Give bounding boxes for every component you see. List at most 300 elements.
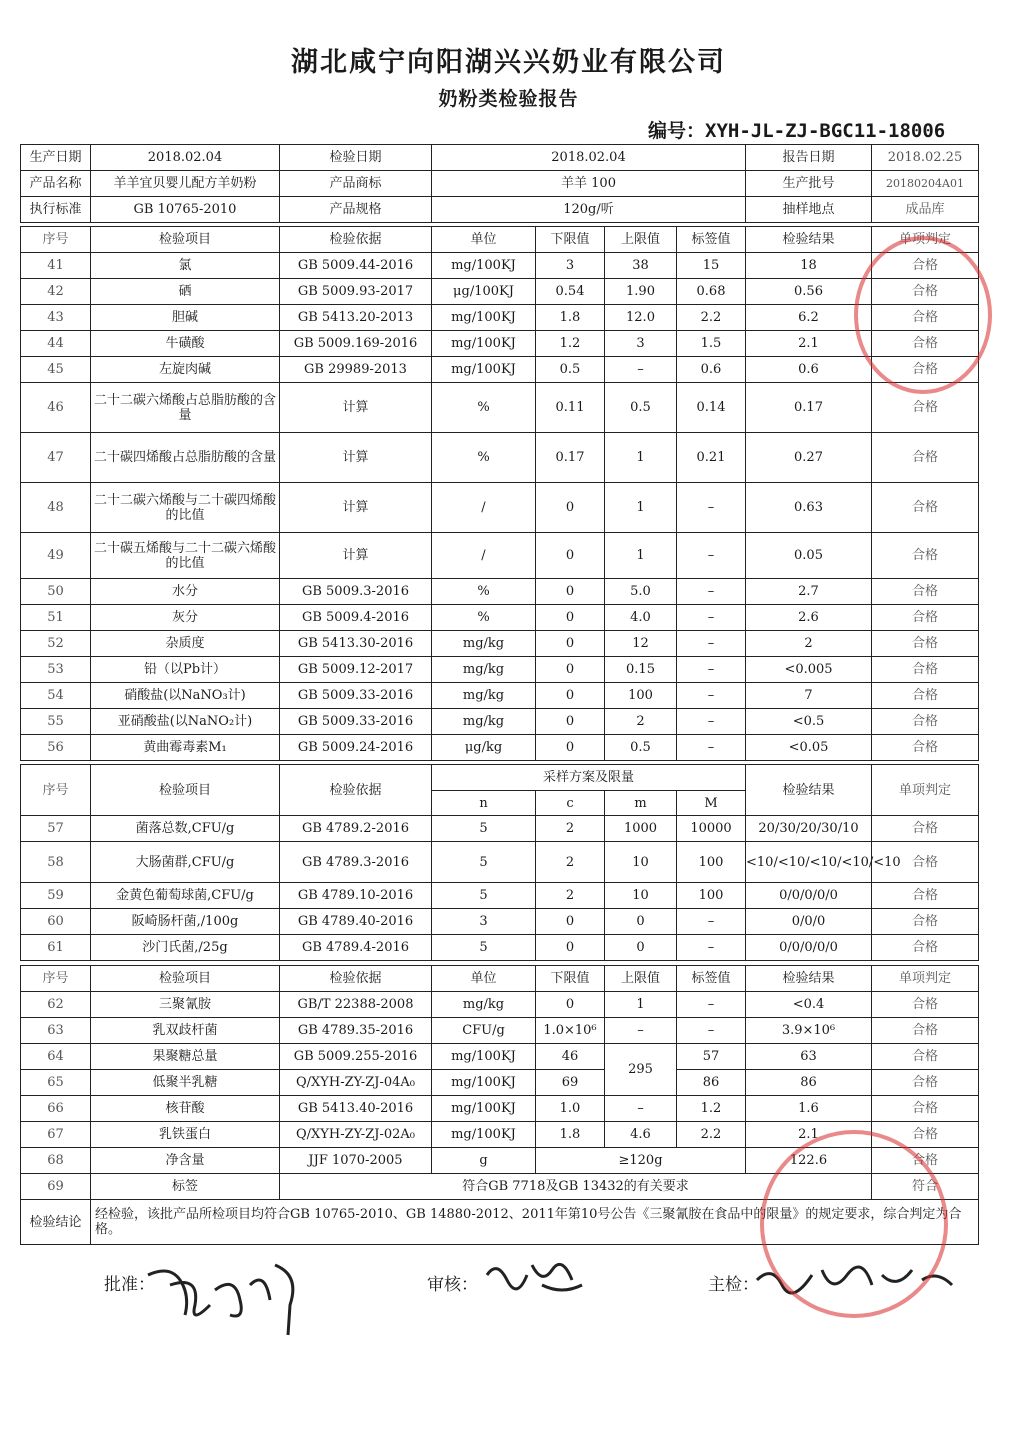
table-cell: 100 xyxy=(677,842,746,883)
table-cell: 牛磺酸 xyxy=(91,331,280,357)
table-cell: CFU/g xyxy=(432,1018,536,1044)
info-label: 执行标准 xyxy=(21,197,91,223)
table-row xyxy=(21,331,979,357)
product-info-table xyxy=(20,144,979,223)
table-cell: 合格 xyxy=(872,305,979,331)
table-row xyxy=(21,883,979,909)
table-cell: 合格 xyxy=(872,883,979,909)
table-cell: 0.14 xyxy=(677,383,746,433)
table-cell: mg/kg xyxy=(432,709,536,735)
table-cell: – xyxy=(677,909,746,935)
table-cell: – xyxy=(677,533,746,579)
header-cell: 标签值 xyxy=(677,227,746,253)
table-cell: 68 xyxy=(21,1148,91,1174)
table-cell: 0 xyxy=(536,992,605,1018)
table-cell: 2.7 xyxy=(746,579,872,605)
header-cell: 上限值 xyxy=(605,966,677,992)
table-cell: 2 xyxy=(536,842,605,883)
table-cell: 合格 xyxy=(872,1018,979,1044)
table-cell: 56 xyxy=(21,735,91,761)
table-cell: 1.90 xyxy=(605,279,677,305)
header-cell: 检验结果 xyxy=(746,227,872,253)
info-value: 羊羊宜贝婴儿配方羊奶粉 xyxy=(91,171,280,197)
table-cell: 低聚半乳糖 xyxy=(91,1070,280,1096)
table-cell: 合格 xyxy=(872,842,979,883)
table-cell: 1000 xyxy=(605,816,677,842)
table-cell: 45 xyxy=(21,357,91,383)
sub-header-cell: M xyxy=(677,791,746,816)
table-cell: GB 4789.3-2016 xyxy=(280,842,432,883)
table-cell: 二十碳四烯酸占总脂肪酸的含量 xyxy=(91,433,280,483)
info-label: 产品规格 xyxy=(280,197,432,223)
header-cell: 检验结果 xyxy=(746,765,872,816)
table-cell: 0 xyxy=(536,935,605,961)
info-label: 生产批号 xyxy=(746,171,872,197)
table-cell: 67 xyxy=(21,1122,91,1148)
header-cell: 标签值 xyxy=(677,966,746,992)
header-cell: 单位 xyxy=(432,966,536,992)
table-row xyxy=(21,533,979,579)
table-cell: 0.5 xyxy=(605,383,677,433)
table-cell: 0 xyxy=(536,683,605,709)
table-cell: 69 xyxy=(536,1070,605,1096)
table-cell: 0.68 xyxy=(677,279,746,305)
table-cell: / xyxy=(432,533,536,579)
table-cell: 0 xyxy=(605,909,677,935)
table-cell: GB 5413.20-2013 xyxy=(280,305,432,331)
info-label: 生产日期 xyxy=(21,145,91,171)
table-cell: 二十碳五烯酸与二十二碳六烯酸的比值 xyxy=(91,533,280,579)
table-cell: 0 xyxy=(536,605,605,631)
table-cell: 合格 xyxy=(872,1096,979,1122)
table-cell: mg/kg xyxy=(432,992,536,1018)
table-cell: – xyxy=(677,483,746,533)
table-cell: 计算 xyxy=(280,383,432,433)
table-cell: 64 xyxy=(21,1044,91,1070)
table-cell: 二十二碳六烯酸与二十碳四烯酸的比值 xyxy=(91,483,280,533)
table-cell: GB 5009.12-2017 xyxy=(280,657,432,683)
info-value: 成品库 xyxy=(872,197,979,223)
header-cell: 序号 xyxy=(21,227,91,253)
table-cell: μg/100KJ xyxy=(432,279,536,305)
table-cell: – xyxy=(677,935,746,961)
table-cell: 2 xyxy=(605,709,677,735)
table-cell: 0.05 xyxy=(746,533,872,579)
header-cell: 下限值 xyxy=(536,227,605,253)
reviewer-signature xyxy=(482,1255,592,1300)
info-label: 报告日期 xyxy=(746,145,872,171)
table-cell: GB 4789.10-2016 xyxy=(280,883,432,909)
sub-header-cell: n xyxy=(432,791,536,816)
table-cell: 亚硝酸盐(以NaNO₂计) xyxy=(91,709,280,735)
table-cell: 49 xyxy=(21,533,91,579)
table-cell: – xyxy=(677,735,746,761)
table-row xyxy=(21,253,979,279)
table-cell: 0.21 xyxy=(677,433,746,483)
table-cell: <0.005 xyxy=(746,657,872,683)
table-row xyxy=(21,842,979,883)
header-cell: 检验依据 xyxy=(280,966,432,992)
table-cell: % xyxy=(432,383,536,433)
info-row xyxy=(21,197,979,223)
table-header-row xyxy=(21,966,979,992)
table-row xyxy=(21,657,979,683)
header-cell: 序号 xyxy=(21,966,91,992)
table-cell: 0.63 xyxy=(746,483,872,533)
inspection-seal-stamp xyxy=(760,1130,948,1318)
table-cell: 41 xyxy=(21,253,91,279)
table-cell: 0.5 xyxy=(605,735,677,761)
table-cell: 左旋肉碱 xyxy=(91,357,280,383)
table-cell: 合格 xyxy=(872,433,979,483)
info-value: 20180204A01 xyxy=(872,171,979,197)
table-cell: 51 xyxy=(21,605,91,631)
table-header-row xyxy=(21,227,979,253)
table-cell: 122.6 xyxy=(746,1148,872,1174)
table-cell: mg/100KJ xyxy=(432,357,536,383)
table-cell: 2.1 xyxy=(746,1122,872,1148)
table-cell: 0 xyxy=(536,735,605,761)
table-cell: 合格 xyxy=(872,605,979,631)
table-cell: 合格 xyxy=(872,383,979,433)
table-cell: 计算 xyxy=(280,483,432,533)
table-cell: 三聚氰胺 xyxy=(91,992,280,1018)
info-label: 检验日期 xyxy=(280,145,432,171)
table-cell: % xyxy=(432,579,536,605)
table-cell: 46 xyxy=(536,1044,605,1070)
table-cell: 黄曲霉毒素M₁ xyxy=(91,735,280,761)
table-cell: 66 xyxy=(21,1096,91,1122)
conclusion-label: 检验结论 xyxy=(21,1200,91,1245)
table-cell: 62 xyxy=(21,992,91,1018)
table-cell: – xyxy=(605,357,677,383)
table-cell: 2.6 xyxy=(746,605,872,631)
table-cell: 合格 xyxy=(872,483,979,533)
table-row xyxy=(21,1018,979,1044)
table-cell: GB 5009.169-2016 xyxy=(280,331,432,357)
microbiology-tests-table xyxy=(20,764,979,961)
table-cell: mg/kg xyxy=(432,657,536,683)
table-cell: <0.05 xyxy=(746,735,872,761)
table-cell: 0 xyxy=(605,935,677,961)
review-label: 审核： xyxy=(427,1275,478,1295)
table-cell: 6.2 xyxy=(746,305,872,331)
table-cell: 合格 xyxy=(872,533,979,579)
table-cell: 60 xyxy=(21,909,91,935)
table-cell: 1.0×10⁶ xyxy=(536,1018,605,1044)
table-row xyxy=(21,992,979,1018)
table-cell: 61 xyxy=(21,935,91,961)
table-cell: 1.0 xyxy=(536,1096,605,1122)
table-cell: 2.1 xyxy=(746,331,872,357)
table-cell: – xyxy=(677,709,746,735)
table-cell: 合格 xyxy=(872,683,979,709)
table-cell: GB 4789.2-2016 xyxy=(280,816,432,842)
table-cell: – xyxy=(677,992,746,1018)
inspect-label: 主检： xyxy=(708,1275,759,1295)
info-value: 2018.02.25 xyxy=(872,145,979,171)
table-cell: 4.6 xyxy=(605,1122,677,1148)
table-cell: 2 xyxy=(536,883,605,909)
table-cell: 沙门氏菌,/25g xyxy=(91,935,280,961)
table-cell: 阪崎肠杆菌,/100g xyxy=(91,909,280,935)
table-cell: 0.5 xyxy=(536,357,605,383)
table-cell: 2.2 xyxy=(677,1122,746,1148)
chemical-tests-table xyxy=(20,226,979,761)
table-cell: 48 xyxy=(21,483,91,533)
table-row xyxy=(21,909,979,935)
table-cell: 54 xyxy=(21,683,91,709)
table-cell: 57 xyxy=(677,1044,746,1070)
table-cell: 水分 xyxy=(91,579,280,605)
table-cell: 合格 xyxy=(872,253,979,279)
info-label: 产品商标 xyxy=(280,171,432,197)
table-cell: 菌落总数,CFU/g xyxy=(91,816,280,842)
table-cell: mg/kg xyxy=(432,683,536,709)
table-cell: 0 xyxy=(536,579,605,605)
table-cell: – xyxy=(605,1018,677,1044)
table-cell: GB 29989-2013 xyxy=(280,357,432,383)
header-cell: 单项判定 xyxy=(872,765,979,816)
table-cell: – xyxy=(677,605,746,631)
table-cell: mg/kg xyxy=(432,631,536,657)
table-cell: mg/100KJ xyxy=(432,1096,536,1122)
table-cell: 1 xyxy=(605,483,677,533)
table-cell: GB/T 22388-2008 xyxy=(280,992,432,1018)
table-cell: mg/100KJ xyxy=(432,1122,536,1148)
table-cell: <0.4 xyxy=(746,992,872,1018)
table-cell: 50 xyxy=(21,579,91,605)
table-cell: GB 5009.33-2016 xyxy=(280,709,432,735)
table-row xyxy=(21,631,979,657)
table-cell: 净含量 xyxy=(91,1148,280,1174)
table-cell: mg/100KJ xyxy=(432,1044,536,1070)
table-cell: 杂质度 xyxy=(91,631,280,657)
table-row xyxy=(21,1044,979,1070)
table-cell: 86 xyxy=(746,1070,872,1096)
table-cell: 合格 xyxy=(872,816,979,842)
table-cell: 20/30/20/30/10 xyxy=(746,816,872,842)
table-cell: 硝酸盐(以NaNO₃计) xyxy=(91,683,280,709)
table-cell: GB 5009.4-2016 xyxy=(280,605,432,631)
table-cell: 5 xyxy=(432,842,536,883)
table-cell: 合格 xyxy=(872,709,979,735)
table-cell: 0 xyxy=(536,657,605,683)
table-cell: 乳铁蛋白 xyxy=(91,1122,280,1148)
table-cell: 计算 xyxy=(280,533,432,579)
table-cell: 58 xyxy=(21,842,91,883)
table-cell: 38 xyxy=(605,253,677,279)
table-cell: 乳双歧杆菌 xyxy=(91,1018,280,1044)
table-cell: 47 xyxy=(21,433,91,483)
table-cell: 44 xyxy=(21,331,91,357)
table-cell: 0.17 xyxy=(536,433,605,483)
table-cell: 100 xyxy=(677,883,746,909)
table-cell: 0.17 xyxy=(746,383,872,433)
table-cell: GB 5413.30-2016 xyxy=(280,631,432,657)
table-cell: – xyxy=(677,683,746,709)
table-cell: g xyxy=(432,1148,536,1174)
table-cell: ≥120g xyxy=(536,1148,746,1174)
table-cell: 合格 xyxy=(872,909,979,935)
table-cell: 1 xyxy=(605,433,677,483)
table-cell: 53 xyxy=(21,657,91,683)
table-cell: GB 4789.4-2016 xyxy=(280,935,432,961)
table-cell: GB 5009.24-2016 xyxy=(280,735,432,761)
table-cell: GB 5413.40-2016 xyxy=(280,1096,432,1122)
table-cell: 符合GB 7718及GB 13432的有关要求 xyxy=(280,1174,872,1200)
table-cell: GB 5009.3-2016 xyxy=(280,579,432,605)
table-cell: Q/XYH-ZY-ZJ-02A₀ xyxy=(280,1122,432,1148)
table-cell: GB 5009.93-2017 xyxy=(280,279,432,305)
table-cell: 合格 xyxy=(872,992,979,1018)
table-cell: 合格 xyxy=(872,279,979,305)
table-cell: 0/0/0 xyxy=(746,909,872,935)
table-cell: – xyxy=(677,579,746,605)
header-cell: 检验项目 xyxy=(91,227,280,253)
table-cell: 10 xyxy=(605,883,677,909)
document-number: 编号：XYH-JL-ZJ-BGC11-18006 xyxy=(648,120,946,142)
table-cell: 10 xyxy=(605,842,677,883)
company-seal-stamp xyxy=(854,236,992,394)
table-cell: 1 xyxy=(605,992,677,1018)
table-cell: 1.6 xyxy=(746,1096,872,1122)
info-value: 2018.02.04 xyxy=(91,145,280,171)
table-cell: 0.11 xyxy=(536,383,605,433)
table-cell: 0/0/0/0/0 xyxy=(746,935,872,961)
header-cell: 采样方案及限量 xyxy=(432,765,746,791)
table-cell: 合格 xyxy=(872,657,979,683)
report-title: 奶粉类检验报告 xyxy=(438,88,579,110)
table-cell: GB 5009.33-2016 xyxy=(280,683,432,709)
table-row xyxy=(21,1096,979,1122)
table-cell: – xyxy=(677,657,746,683)
table-cell: <0.5 xyxy=(746,709,872,735)
table-cell: 0.15 xyxy=(605,657,677,683)
info-value: GB 10765-2010 xyxy=(91,197,280,223)
table-cell: 100 xyxy=(605,683,677,709)
table-cell: 12 xyxy=(605,631,677,657)
sub-header-cell: m xyxy=(605,791,677,816)
table-cell: 2 xyxy=(536,816,605,842)
header-cell: 检验依据 xyxy=(280,765,432,816)
table-cell: 合格 xyxy=(872,1070,979,1096)
company-title: 湖北咸宁向阳湖兴兴奶业有限公司 xyxy=(291,47,726,78)
table-cell: 核苷酸 xyxy=(91,1096,280,1122)
table-cell: 7 xyxy=(746,683,872,709)
info-value: 120g/听 xyxy=(432,197,746,223)
table-cell: 5 xyxy=(432,935,536,961)
table-cell: 灰分 xyxy=(91,605,280,631)
table-cell: mg/100KJ xyxy=(432,1070,536,1096)
table-cell: 0/0/0/0/0 xyxy=(746,883,872,909)
table-cell: 4.0 xyxy=(605,605,677,631)
table-cell: 二十二碳六烯酸占总脂肪酸的含量 xyxy=(91,383,280,433)
table-cell: 18 xyxy=(746,253,872,279)
table-cell: 合格 xyxy=(872,631,979,657)
table-cell: 1.8 xyxy=(536,305,605,331)
table-cell: 10000 xyxy=(677,816,746,842)
table-cell: 1.8 xyxy=(536,1122,605,1148)
table-cell: – xyxy=(605,1096,677,1122)
table-cell: 1 xyxy=(605,533,677,579)
table-row xyxy=(21,433,979,483)
table-cell: 合格 xyxy=(872,357,979,383)
table-cell: GB 4789.40-2016 xyxy=(280,909,432,935)
table-row xyxy=(21,683,979,709)
table-cell: 标签 xyxy=(91,1174,280,1200)
table-cell: 63 xyxy=(746,1044,872,1070)
header-cell: 单项判定 xyxy=(872,966,979,992)
table-cell: 55 xyxy=(21,709,91,735)
table-cell: 63 xyxy=(21,1018,91,1044)
table-cell: 2 xyxy=(746,631,872,657)
table-cell: mg/100KJ xyxy=(432,331,536,357)
header-cell: 单位 xyxy=(432,227,536,253)
table-cell: 2.2 xyxy=(677,305,746,331)
table-cell: 0.6 xyxy=(677,357,746,383)
table-cell: 合格 xyxy=(872,579,979,605)
table-cell: 295 xyxy=(605,1044,677,1096)
table-cell: 大肠菌群,CFU/g xyxy=(91,842,280,883)
header-cell: 检验结果 xyxy=(746,966,872,992)
table-cell: 胆碱 xyxy=(91,305,280,331)
table-cell: 金黄色葡萄球菌,CFU/g xyxy=(91,883,280,909)
table-cell: 0 xyxy=(536,533,605,579)
table-cell: 42 xyxy=(21,279,91,305)
table-cell: 15 xyxy=(677,253,746,279)
table-cell: 46 xyxy=(21,383,91,433)
header-cell: 检验项目 xyxy=(91,966,280,992)
table-cell: % xyxy=(432,433,536,483)
table-cell: 0 xyxy=(536,909,605,935)
table-cell: 69 xyxy=(21,1174,91,1200)
table-cell: 铅（以Pb计） xyxy=(91,657,280,683)
table-cell: 0.27 xyxy=(746,433,872,483)
table-row xyxy=(21,357,979,383)
table-cell: 计算 xyxy=(280,433,432,483)
table-cell: 合格 xyxy=(872,735,979,761)
header-cell: 下限值 xyxy=(536,966,605,992)
table-cell: % xyxy=(432,605,536,631)
table-cell: 1.5 xyxy=(677,331,746,357)
table-row xyxy=(21,935,979,961)
table-cell: 65 xyxy=(21,1070,91,1096)
table-row xyxy=(21,383,979,433)
table-cell: 合格 xyxy=(872,1148,979,1174)
table-cell: 3 xyxy=(605,331,677,357)
info-label: 抽样地点 xyxy=(746,197,872,223)
table-cell: 1.2 xyxy=(677,1096,746,1122)
table-cell: – xyxy=(677,1018,746,1044)
header-cell: 序号 xyxy=(21,765,91,816)
info-row xyxy=(21,171,979,197)
table-cell: 52 xyxy=(21,631,91,657)
table-cell: 86 xyxy=(677,1070,746,1096)
table-cell: 5 xyxy=(432,816,536,842)
table-cell: / xyxy=(432,483,536,533)
table-cell: 合格 xyxy=(872,935,979,961)
table-cell: mg/100KJ xyxy=(432,253,536,279)
table-cell: <10/<10/<10/<10/<10 xyxy=(746,842,872,883)
table-cell: mg/100KJ xyxy=(432,305,536,331)
table-row xyxy=(21,605,979,631)
table-cell: GB 5009.255-2016 xyxy=(280,1044,432,1070)
table-row xyxy=(21,579,979,605)
table-cell: 12.0 xyxy=(605,305,677,331)
table-cell: 0 xyxy=(536,631,605,657)
table-cell: 3 xyxy=(432,909,536,935)
